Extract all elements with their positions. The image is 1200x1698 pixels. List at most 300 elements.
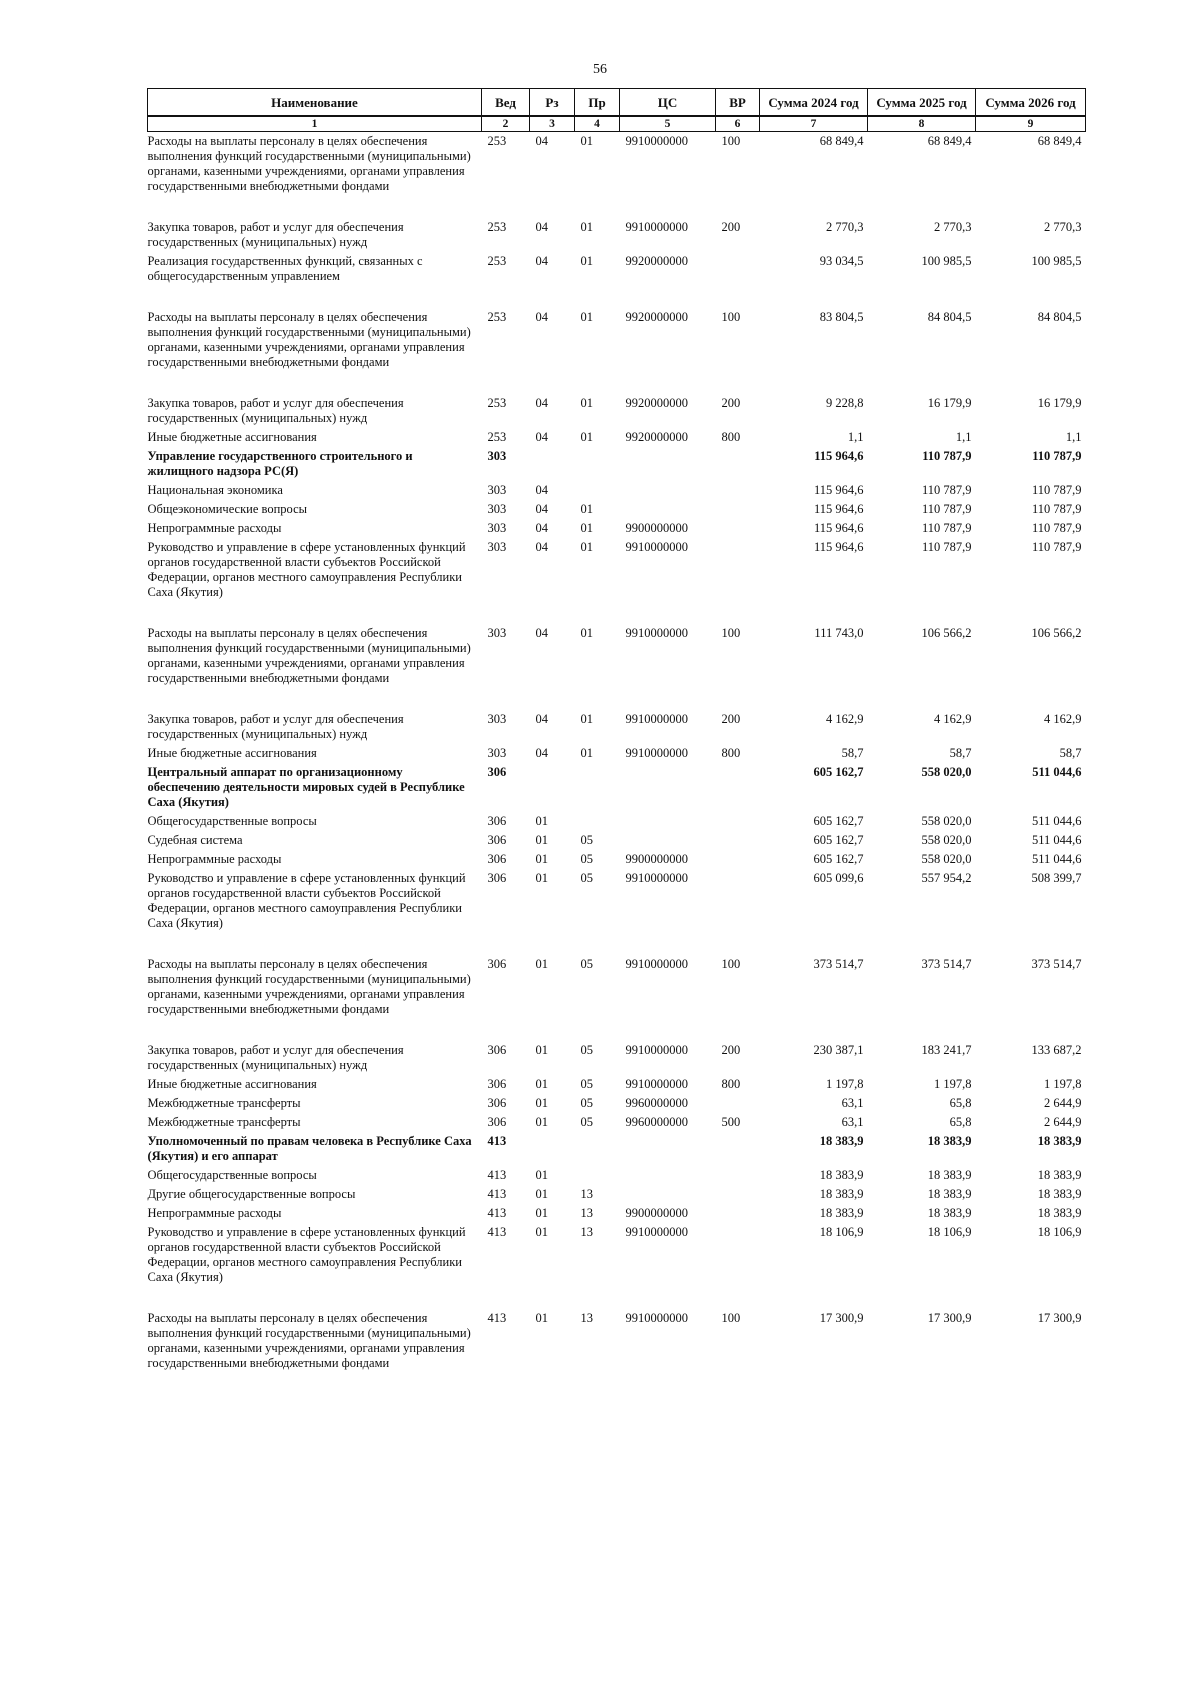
cell-cs: 9910000000 — [625, 871, 688, 885]
cell-vr: 100 — [721, 134, 741, 148]
cell-ved: 306 — [487, 1096, 507, 1110]
table-row — [148, 1204, 1086, 1223]
table-row — [148, 1166, 1086, 1185]
table-row — [148, 308, 1086, 394]
cell-name: Расходы на выплаты персоналу в целях обеспечения выполнения функций государственными (муниципальными) органами, казенными учреждениями, органами управления государственными внебюджетными фондами — [147, 957, 471, 1016]
cell-name: Руководство и управление в сфере установленных функций органов государственной власти субъектов Российской Федерации, органов местного самоуправления Республики Саха (Якутия) — [147, 1225, 466, 1284]
cell-sum-2026: 511 044,6 — [1031, 814, 1082, 828]
cell-name: Руководство и управление в сфере установленных функций органов государственной власти субъектов Российской Федерации, органов местного самоуправления Республики Саха (Якутия) — [147, 871, 466, 930]
cell-name: Непрограммные расходы — [147, 852, 282, 866]
cell-cs — [620, 481, 716, 500]
cell-cs: 9900000000 — [625, 852, 688, 866]
cell-cs: 9910000000 — [625, 1077, 688, 1091]
cell-name: Иные бюджетные ассигнования — [147, 746, 317, 760]
table-row — [148, 955, 1086, 1041]
cell-pr — [575, 481, 620, 500]
cell-cs: 9920000000 — [625, 310, 688, 324]
cell-sum-2025: 65,8 — [949, 1096, 972, 1110]
cell-pr: 13 — [580, 1206, 593, 1220]
cell-cs: 9900000000 — [625, 521, 688, 535]
cell-sum-2024: 83 804,5 — [819, 310, 864, 324]
cell-sum-2024: 115 964,6 — [813, 521, 864, 535]
cell-ved: 306 — [487, 1077, 507, 1091]
cell-pr: 05 — [580, 1115, 593, 1129]
cell-cs: 9910000000 — [625, 746, 688, 760]
table-row — [148, 132, 1086, 219]
cell-cs: 9910000000 — [625, 1311, 688, 1325]
cell-cs: 9910000000 — [625, 1225, 688, 1239]
cell-sum-2026: 1,1 — [1065, 430, 1082, 444]
cell-ved: 303 — [487, 449, 507, 463]
cell-sum-2024: 605 162,7 — [813, 852, 864, 866]
header-vr: ВР — [716, 89, 760, 117]
cell-rz: 01 — [535, 1311, 548, 1325]
cell-ved: 253 — [487, 430, 507, 444]
cell-ved: 303 — [487, 540, 507, 554]
cell-vr: 100 — [721, 626, 741, 640]
cell-vr — [716, 1223, 760, 1309]
cell-vr: 200 — [721, 396, 741, 410]
cell-name: Закупка товаров, работ и услуг для обеспечения государственных (муниципальных) нужд — [147, 220, 404, 249]
cell-pr: 01 — [580, 310, 593, 324]
cell-sum-2024: 115 964,6 — [813, 502, 864, 516]
cell-rz: 04 — [535, 134, 548, 148]
cell-sum-2025: 373 514,7 — [921, 957, 972, 971]
cell-sum-2025: 84 804,5 — [927, 310, 972, 324]
cell-sum-2026: 18 383,9 — [1037, 1206, 1082, 1220]
cell-rz: 04 — [535, 310, 548, 324]
table-row — [148, 624, 1086, 710]
cell-cs: 9910000000 — [625, 134, 688, 148]
cell-sum-2026: 110 787,9 — [1031, 521, 1082, 535]
cell-pr: 01 — [580, 430, 593, 444]
budget-table-container — [147, 88, 1085, 1373]
table-row — [148, 831, 1086, 850]
cell-rz: 01 — [535, 1168, 548, 1182]
cell-ved: 253 — [487, 396, 507, 410]
table-row — [148, 538, 1086, 624]
cell-rz: 01 — [535, 814, 548, 828]
header-pr: Пр — [575, 89, 620, 117]
cell-sum-2026: 18 383,9 — [1037, 1168, 1082, 1182]
table-row — [148, 500, 1086, 519]
cell-vr — [716, 252, 760, 308]
cell-name: Межбюджетные трансферты — [147, 1115, 301, 1129]
cell-rz: 01 — [535, 1043, 548, 1057]
cell-sum-2024: 111 743,0 — [814, 626, 864, 640]
table-row — [148, 869, 1086, 955]
column-number: 4 — [575, 116, 620, 132]
cell-vr — [716, 869, 760, 955]
cell-sum-2025: 110 787,9 — [921, 521, 972, 535]
cell-vr — [716, 1094, 760, 1113]
cell-pr — [575, 447, 620, 481]
cell-vr — [716, 1166, 760, 1185]
cell-ved: 413 — [487, 1206, 507, 1220]
table-row — [148, 850, 1086, 869]
cell-name: Общегосударственные вопросы — [147, 1168, 317, 1182]
column-number: 7 — [760, 116, 868, 132]
cell-name: Управление государственного строительного и жилищного надзора РС(Я) — [147, 449, 413, 478]
table-row — [148, 1309, 1086, 1373]
cell-vr — [716, 1185, 760, 1204]
cell-ved: 253 — [487, 220, 507, 234]
cell-vr: 800 — [721, 1077, 741, 1091]
table-row — [148, 812, 1086, 831]
cell-pr: 01 — [580, 521, 593, 535]
cell-vr: 100 — [721, 310, 741, 324]
cell-rz: 04 — [535, 502, 548, 516]
cell-sum-2025: 183 241,7 — [921, 1043, 972, 1057]
cell-sum-2025: 558 020,0 — [921, 814, 972, 828]
header-sum-2025: Сумма 2025 год — [868, 89, 976, 117]
cell-ved: 303 — [487, 502, 507, 516]
column-number: 5 — [620, 116, 716, 132]
cell-ved: 303 — [487, 626, 507, 640]
cell-name: Уполномоченный по правам человека в Республике Саха (Якутия) и его аппарат — [147, 1134, 472, 1163]
cell-sum-2026: 110 787,9 — [1032, 449, 1082, 463]
cell-ved: 413 — [487, 1311, 507, 1325]
cell-sum-2024: 1,1 — [847, 430, 864, 444]
table-row — [148, 1075, 1086, 1094]
cell-name: Общеэкономические вопросы — [147, 502, 308, 516]
cell-sum-2024: 2 770,3 — [826, 220, 864, 234]
cell-sum-2025: 18 383,9 — [927, 1168, 972, 1182]
cell-sum-2024: 18 383,9 — [819, 1206, 864, 1220]
cell-vr: 100 — [721, 1311, 741, 1325]
cell-ved: 306 — [487, 1115, 507, 1129]
cell-name: Общегосударственные вопросы — [147, 814, 317, 828]
cell-pr: 01 — [580, 712, 593, 726]
cell-cs: 9910000000 — [625, 540, 688, 554]
cell-sum-2025: 1,1 — [955, 430, 972, 444]
cell-ved: 303 — [487, 746, 507, 760]
cell-sum-2026: 18 106,9 — [1037, 1225, 1082, 1239]
cell-cs — [620, 1185, 716, 1204]
cell-pr: 05 — [580, 852, 593, 866]
cell-rz: 01 — [535, 1187, 548, 1201]
cell-rz: 04 — [535, 746, 548, 760]
header-name: Наименование — [148, 89, 482, 117]
cell-pr: 13 — [580, 1311, 593, 1325]
column-number: 1 — [148, 116, 482, 132]
cell-vr — [716, 763, 760, 812]
cell-name: Закупка товаров, работ и услуг для обеспечения государственных (муниципальных) нужд — [147, 712, 404, 741]
cell-pr: 05 — [580, 1077, 593, 1091]
column-number: 6 — [716, 116, 760, 132]
cell-sum-2025: 18 106,9 — [927, 1225, 972, 1239]
table-row — [148, 1041, 1086, 1075]
cell-sum-2024: 230 387,1 — [813, 1043, 864, 1057]
cell-vr — [716, 500, 760, 519]
budget-table — [147, 88, 1086, 1373]
cell-ved: 303 — [487, 712, 507, 726]
cell-vr — [716, 1204, 760, 1223]
cell-cs — [620, 1132, 716, 1166]
cell-vr: 200 — [721, 712, 741, 726]
cell-name: Судебная система — [147, 833, 243, 847]
cell-cs — [620, 812, 716, 831]
cell-rz — [530, 447, 575, 481]
table-row — [148, 218, 1086, 252]
cell-pr: 01 — [580, 134, 593, 148]
cell-sum-2026: 18 383,9 — [1037, 1187, 1082, 1201]
cell-vr: 200 — [721, 1043, 741, 1057]
cell-vr — [716, 481, 760, 500]
cell-name: Иные бюджетные ассигнования — [147, 1077, 317, 1091]
cell-vr — [716, 447, 760, 481]
cell-ved: 253 — [487, 310, 507, 324]
cell-rz — [530, 763, 575, 812]
table-row — [148, 447, 1086, 481]
cell-sum-2026: 68 849,4 — [1037, 134, 1082, 148]
cell-cs: 9920000000 — [625, 430, 688, 444]
cell-sum-2025: 17 300,9 — [927, 1311, 972, 1325]
cell-cs — [620, 763, 716, 812]
cell-cs: 9920000000 — [625, 254, 688, 268]
table-row — [148, 428, 1086, 447]
cell-sum-2025: 100 985,5 — [921, 254, 972, 268]
cell-vr — [716, 538, 760, 624]
cell-rz: 01 — [535, 871, 548, 885]
cell-pr: 05 — [580, 871, 593, 885]
cell-sum-2024: 9 228,8 — [826, 396, 864, 410]
cell-sum-2026: 511 044,6 — [1032, 765, 1082, 779]
table-row — [148, 1094, 1086, 1113]
cell-pr — [575, 763, 620, 812]
cell-rz: 04 — [535, 430, 548, 444]
table-row — [148, 481, 1086, 500]
table-header — [148, 89, 1086, 132]
table-row — [148, 763, 1086, 812]
cell-cs: 9960000000 — [625, 1096, 688, 1110]
table-row — [148, 710, 1086, 744]
cell-ved: 306 — [487, 871, 507, 885]
cell-sum-2026: 2 770,3 — [1044, 220, 1082, 234]
cell-sum-2024: 17 300,9 — [819, 1311, 864, 1325]
cell-rz: 04 — [535, 220, 548, 234]
table-row — [148, 1185, 1086, 1204]
table-row — [148, 1132, 1086, 1166]
cell-sum-2024: 605 162,7 — [813, 765, 864, 779]
cell-sum-2026: 110 787,9 — [1031, 483, 1082, 497]
cell-pr: 01 — [580, 220, 593, 234]
cell-sum-2025: 557 954,2 — [921, 871, 972, 885]
cell-sum-2025: 110 787,9 — [921, 502, 972, 516]
cell-pr: 01 — [580, 396, 593, 410]
cell-sum-2024: 68 849,4 — [819, 134, 864, 148]
cell-ved: 413 — [487, 1187, 507, 1201]
cell-cs: 9900000000 — [625, 1206, 688, 1220]
cell-sum-2025: 558 020,0 — [921, 765, 972, 779]
cell-sum-2026: 511 044,6 — [1031, 852, 1082, 866]
cell-ved: 306 — [487, 852, 507, 866]
cell-rz: 04 — [535, 396, 548, 410]
header-sum-2024: Сумма 2024 год — [760, 89, 868, 117]
cell-sum-2025: 110 787,9 — [921, 483, 972, 497]
cell-rz: 01 — [535, 852, 548, 866]
cell-sum-2026: 373 514,7 — [1031, 957, 1082, 971]
cell-sum-2024: 115 964,6 — [813, 483, 864, 497]
cell-ved: 413 — [487, 1168, 507, 1182]
cell-ved: 306 — [487, 765, 507, 779]
cell-sum-2024: 18 383,9 — [819, 1134, 864, 1148]
cell-sum-2024: 115 964,6 — [813, 540, 864, 554]
cell-sum-2026: 2 644,9 — [1044, 1115, 1082, 1129]
cell-sum-2024: 93 034,5 — [819, 254, 864, 268]
cell-pr: 01 — [580, 502, 593, 516]
cell-sum-2025: 2 770,3 — [934, 220, 972, 234]
cell-sum-2024: 63,1 — [841, 1115, 864, 1129]
cell-ved: 413 — [487, 1225, 507, 1239]
cell-sum-2026: 110 787,9 — [1031, 502, 1082, 516]
cell-cs — [620, 1166, 716, 1185]
cell-sum-2026: 508 399,7 — [1031, 871, 1082, 885]
cell-sum-2024: 18 383,9 — [819, 1187, 864, 1201]
cell-sum-2025: 558 020,0 — [921, 833, 972, 847]
column-number-row — [148, 116, 1086, 132]
cell-sum-2026: 110 787,9 — [1031, 540, 1082, 554]
cell-sum-2026: 84 804,5 — [1037, 310, 1082, 324]
header-row — [148, 89, 1086, 117]
header-cs: ЦС — [620, 89, 716, 117]
cell-pr — [575, 1166, 620, 1185]
cell-sum-2026: 4 162,9 — [1044, 712, 1082, 726]
cell-cs: 9910000000 — [625, 1043, 688, 1057]
cell-vr: 800 — [721, 430, 741, 444]
cell-ved: 253 — [487, 254, 507, 268]
cell-name: Реализация государственных функций, связанных с общегосударственным управлением — [147, 254, 423, 283]
cell-pr: 01 — [580, 540, 593, 554]
cell-sum-2026: 17 300,9 — [1037, 1311, 1082, 1325]
table-row — [148, 394, 1086, 428]
cell-rz: 01 — [535, 1206, 548, 1220]
cell-sum-2026: 16 179,9 — [1037, 396, 1082, 410]
cell-cs: 9920000000 — [625, 396, 688, 410]
cell-rz: 04 — [535, 712, 548, 726]
cell-pr: 01 — [580, 254, 593, 268]
cell-sum-2024: 373 514,7 — [813, 957, 864, 971]
header-ved: Вед — [482, 89, 530, 117]
cell-pr: 13 — [580, 1225, 593, 1239]
cell-sum-2025: 58,7 — [949, 746, 972, 760]
cell-sum-2025: 558 020,0 — [921, 852, 972, 866]
table-row — [148, 252, 1086, 308]
cell-cs — [620, 500, 716, 519]
cell-sum-2026: 133 687,2 — [1031, 1043, 1082, 1057]
cell-rz: 01 — [535, 1225, 548, 1239]
cell-ved: 306 — [487, 1043, 507, 1057]
cell-name: Непрограммные расходы — [147, 1206, 282, 1220]
cell-name: Центральный аппарат по организационному обеспечению деятельности мировых судей в Республике Саха (Якутия) — [147, 765, 465, 809]
page-number: 56 — [593, 62, 607, 77]
cell-sum-2026: 18 383,9 — [1037, 1134, 1082, 1148]
cell-sum-2026: 100 985,5 — [1031, 254, 1082, 268]
cell-rz: 04 — [535, 626, 548, 640]
cell-sum-2025: 68 849,4 — [927, 134, 972, 148]
cell-sum-2025: 18 383,9 — [927, 1206, 972, 1220]
cell-vr: 800 — [721, 746, 741, 760]
column-number: 9 — [976, 116, 1086, 132]
cell-pr: 01 — [580, 746, 593, 760]
cell-cs — [620, 447, 716, 481]
header-sum-2026: Сумма 2026 год — [976, 89, 1086, 117]
cell-rz: 04 — [535, 521, 548, 535]
table-row — [148, 519, 1086, 538]
cell-vr — [716, 812, 760, 831]
cell-ved: 253 — [487, 134, 507, 148]
cell-rz: 01 — [535, 1077, 548, 1091]
cell-ved: 303 — [487, 521, 507, 535]
cell-rz: 01 — [535, 957, 548, 971]
cell-name: Другие общегосударственные вопросы — [147, 1187, 356, 1201]
column-number: 8 — [868, 116, 976, 132]
cell-sum-2024: 605 162,7 — [813, 833, 864, 847]
cell-sum-2024: 605 099,6 — [813, 871, 864, 885]
cell-vr: 200 — [721, 220, 741, 234]
cell-sum-2026: 1 197,8 — [1044, 1077, 1082, 1091]
cell-sum-2025: 110 787,9 — [922, 449, 972, 463]
cell-sum-2025: 110 787,9 — [921, 540, 972, 554]
cell-vr: 100 — [721, 957, 741, 971]
cell-vr — [716, 519, 760, 538]
cell-name: Руководство и управление в сфере установленных функций органов государственной власти субъектов Российской Федерации, органов местного самоуправления Республики Саха (Якутия) — [147, 540, 466, 599]
cell-cs: 9910000000 — [625, 712, 688, 726]
cell-sum-2024: 605 162,7 — [813, 814, 864, 828]
cell-rz: 04 — [535, 540, 548, 554]
cell-name: Закупка товаров, работ и услуг для обеспечения государственных (муниципальных) нужд — [147, 396, 404, 425]
cell-pr — [575, 812, 620, 831]
cell-sum-2024: 18 383,9 — [819, 1168, 864, 1182]
cell-cs: 9960000000 — [625, 1115, 688, 1129]
cell-sum-2025: 1 197,8 — [934, 1077, 972, 1091]
cell-ved: 306 — [487, 833, 507, 847]
cell-name: Закупка товаров, работ и услуг для обеспечения государственных (муниципальных) нужд — [147, 1043, 404, 1072]
cell-name: Расходы на выплаты персоналу в целях обеспечения выполнения функций государственными (муниципальными) органами, казенными учреждениями, органами управления государственными внебюджетными фондами — [147, 1311, 471, 1370]
table-body — [148, 132, 1086, 1374]
cell-ved: 306 — [487, 957, 507, 971]
cell-sum-2024: 115 964,6 — [814, 449, 864, 463]
cell-sum-2024: 1 197,8 — [826, 1077, 864, 1091]
cell-sum-2026: 58,7 — [1059, 746, 1082, 760]
cell-sum-2024: 58,7 — [841, 746, 864, 760]
cell-name: Расходы на выплаты персоналу в целях обеспечения выполнения функций государственными (муниципальными) органами, казенными учреждениями, органами управления государственными внебюджетными фондами — [147, 134, 471, 193]
cell-rz — [530, 1132, 575, 1166]
table-row — [148, 1113, 1086, 1132]
cell-sum-2026: 2 644,9 — [1044, 1096, 1082, 1110]
cell-rz: 01 — [535, 1115, 548, 1129]
column-number: 2 — [482, 116, 530, 132]
cell-rz: 01 — [535, 1096, 548, 1110]
cell-sum-2025: 65,8 — [949, 1115, 972, 1129]
cell-name: Расходы на выплаты персоналу в целях обеспечения выполнения функций государственными (муниципальными) органами, казенными учреждениями, органами управления государственными внебюджетными фондами — [147, 310, 471, 369]
cell-sum-2024: 18 106,9 — [819, 1225, 864, 1239]
cell-name: Национальная экономика — [147, 483, 283, 497]
cell-name: Иные бюджетные ассигнования — [147, 430, 317, 444]
table-row — [148, 744, 1086, 763]
cell-sum-2024: 63,1 — [841, 1096, 864, 1110]
cell-sum-2024: 4 162,9 — [826, 712, 864, 726]
cell-name: Межбюджетные трансферты — [147, 1096, 301, 1110]
cell-cs: 9910000000 — [625, 626, 688, 640]
cell-vr — [716, 1132, 760, 1166]
cell-ved: 413 — [487, 1134, 507, 1148]
cell-pr: 05 — [580, 1043, 593, 1057]
table-row — [148, 1223, 1086, 1309]
cell-sum-2025: 18 383,9 — [927, 1187, 972, 1201]
cell-name: Непрограммные расходы — [147, 521, 282, 535]
cell-name: Расходы на выплаты персоналу в целях обеспечения выполнения функций государственными (муниципальными) органами, казенными учреждениями, органами управления государственными внебюджетными фондами — [147, 626, 471, 685]
